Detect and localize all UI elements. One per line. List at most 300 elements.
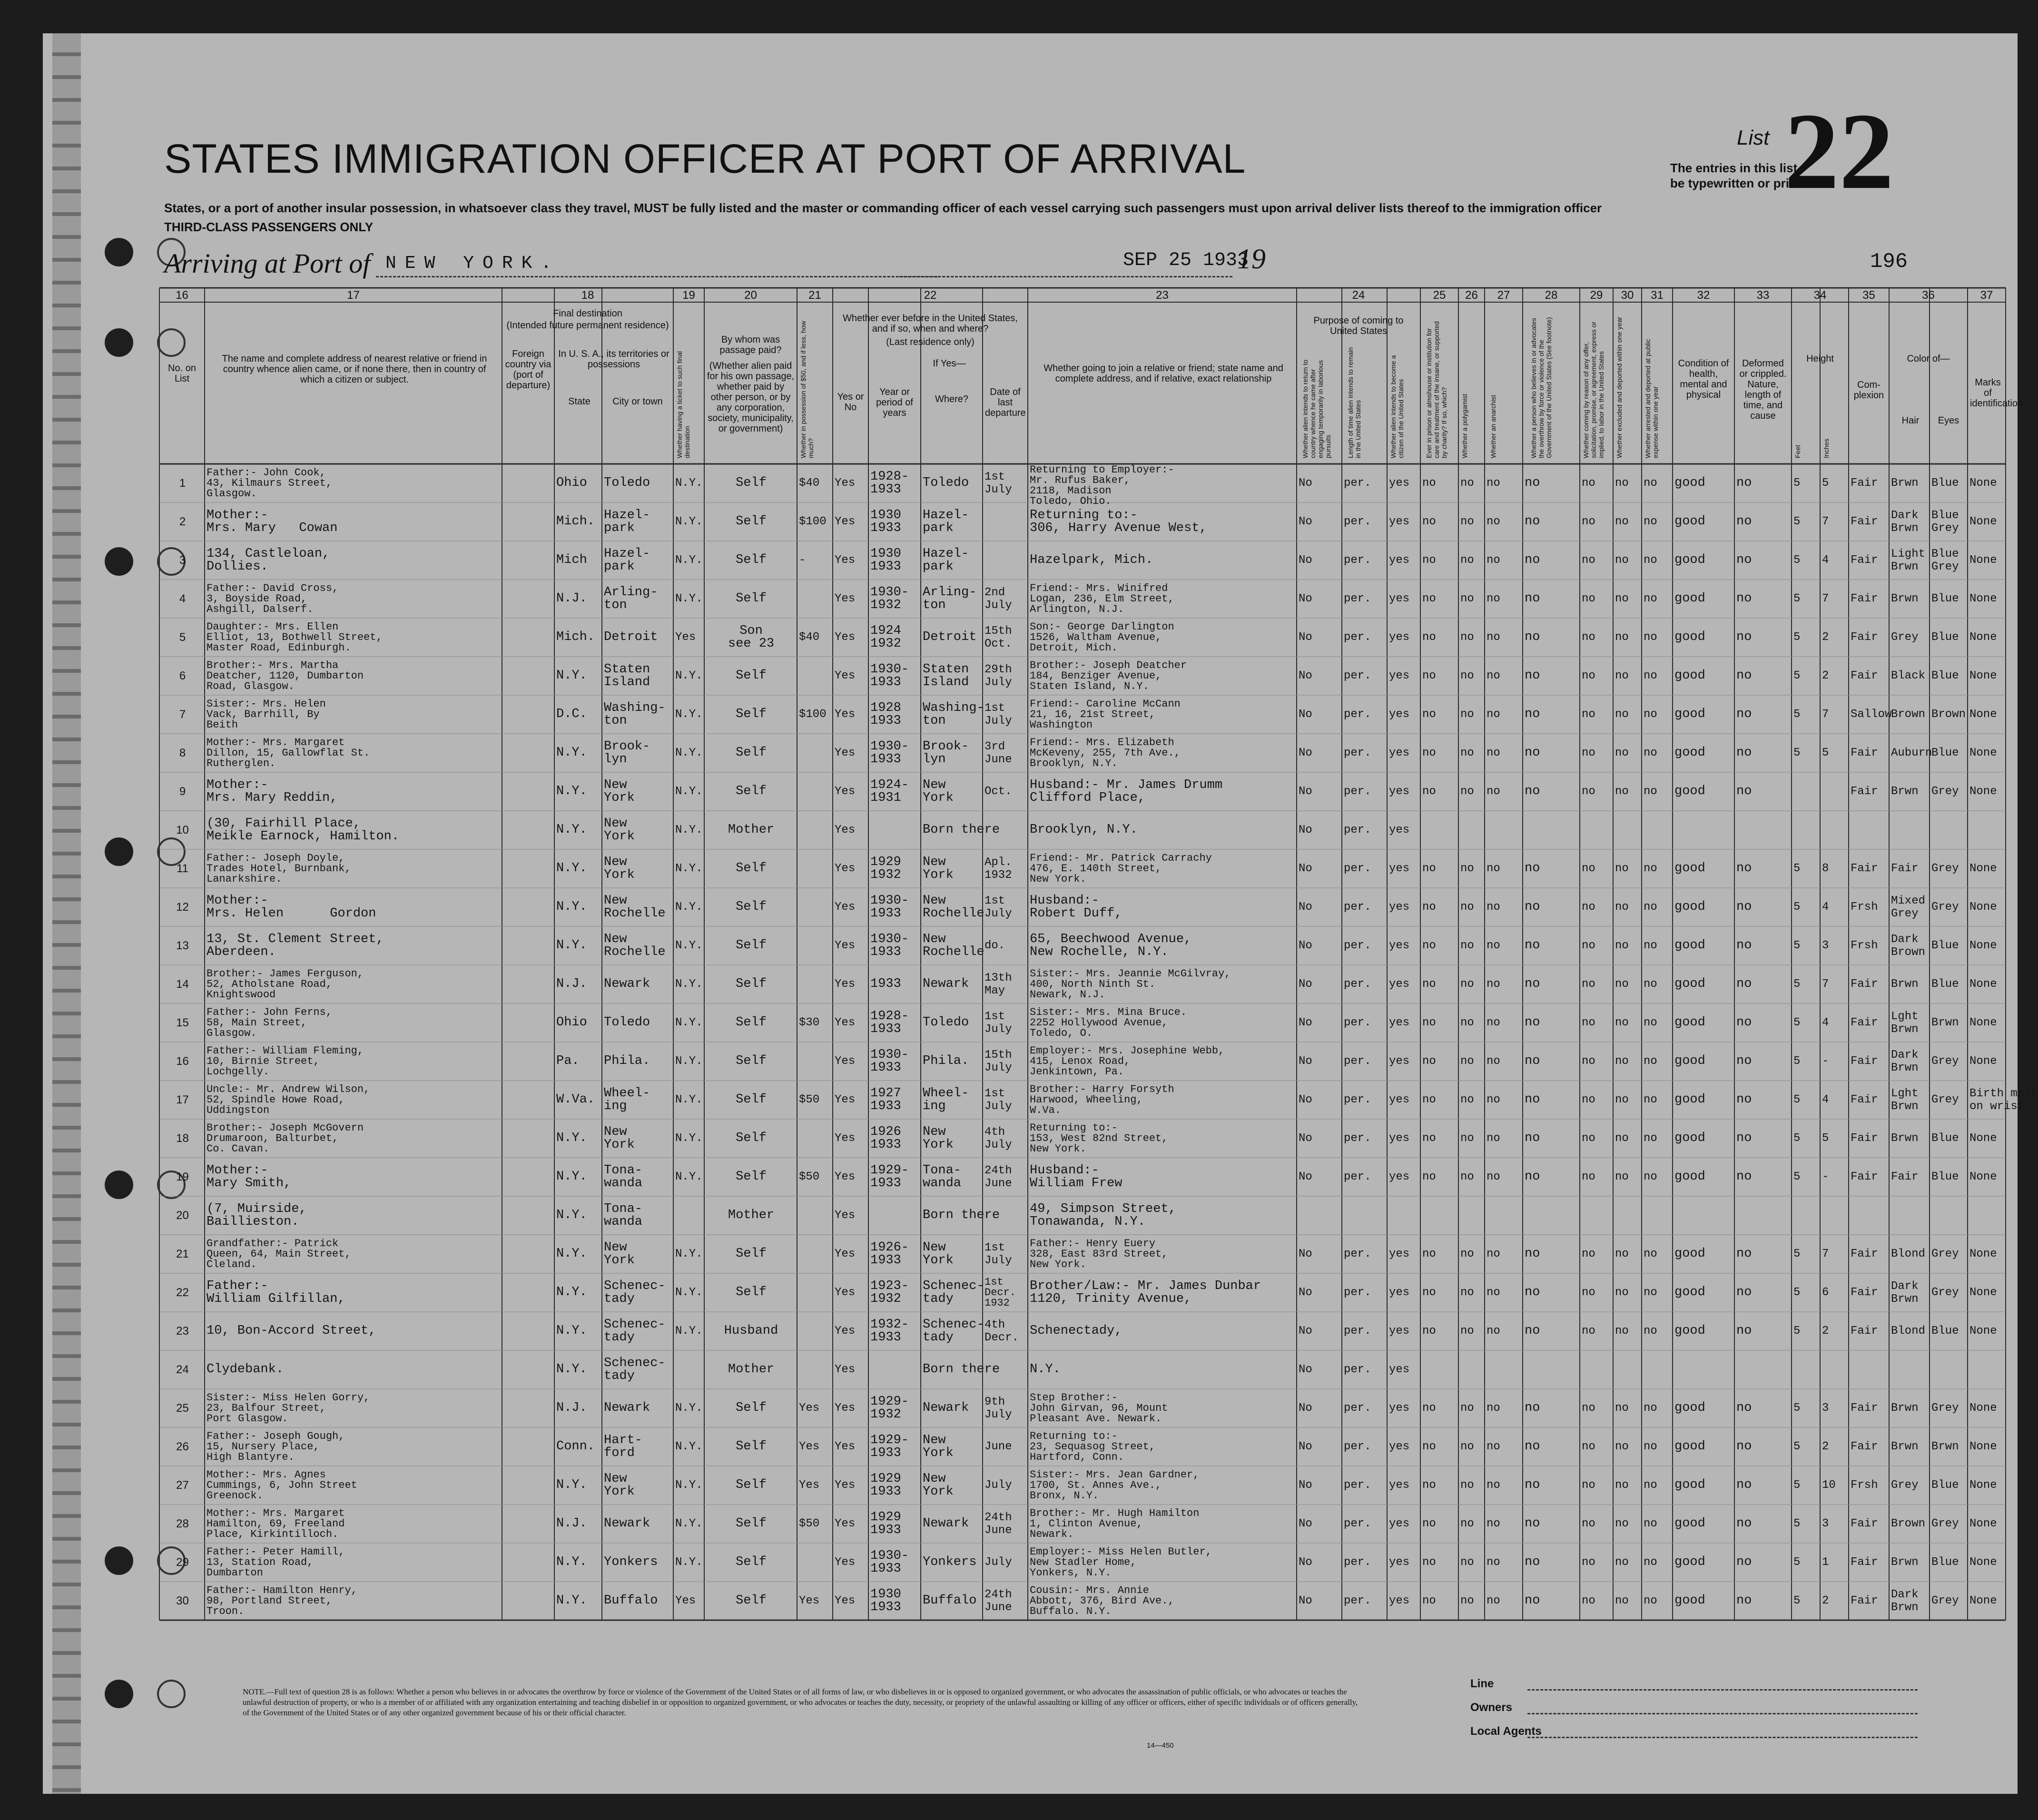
cell-eyes: Blue (1931, 1479, 1959, 1492)
cell-ft: 5 (1793, 1517, 1801, 1530)
cell-c30: no (1615, 1440, 1629, 1453)
cell-health: good (1674, 591, 1705, 606)
form-instructions: States, or a port of another insular possession, in whatsoever class they travel, MUST be fully listed and the master or commanding officer of each vessel carrying such passengers must upon arrival deliver lists thereof to the immigration officer (164, 201, 1602, 215)
cell-period: 1933 (870, 977, 901, 991)
cell-c30: no (1615, 1286, 1629, 1299)
cell-c31: no (1644, 592, 1657, 605)
cell-c24b: per. (1344, 1132, 1371, 1145)
cell-join: Cousin:- Mrs. Annie Abbott, 376, Bird Ave., Buffalo. N.Y. (1030, 1584, 1174, 1617)
cell-c24a: No (1299, 1440, 1312, 1453)
cell-in: 2 (1822, 1440, 1829, 1453)
cell-c28: no (1525, 1516, 1540, 1531)
cell-state: Mich. (556, 630, 595, 644)
cell-date: Oct. (985, 785, 1012, 798)
cell-city: Brook- lyn (604, 739, 650, 767)
cell-ft: 5 (1793, 631, 1801, 644)
cell-state: N.Y. (556, 1324, 587, 1338)
passenger-table (159, 288, 2038, 1632)
cell-ft: 5 (1793, 477, 1801, 490)
cell-where: Newark (923, 1516, 969, 1531)
cell-paid: Self (736, 746, 767, 760)
cell-def: no (1736, 476, 1752, 490)
cell-marks: None (1969, 1479, 1997, 1492)
cell-c24a: No (1299, 631, 1312, 644)
cell-c25: no (1422, 1055, 1436, 1068)
cell-c27: no (1487, 1479, 1500, 1492)
cell-c30: no (1615, 785, 1629, 798)
cell-ticket: N.Y. (675, 1093, 703, 1106)
cell-in: 5 (1822, 1132, 1829, 1145)
owners-label: Owners (1470, 1701, 1513, 1714)
cell-ticket: N.Y. (675, 1016, 703, 1029)
cell-c26: no (1460, 1479, 1474, 1492)
cell-c29: no (1582, 669, 1595, 682)
cell-comp: Frsh (1851, 901, 1878, 914)
cell-health: good (1674, 1015, 1705, 1030)
cell-money: $40 (799, 631, 820, 644)
cell-rel: Mother:- Mrs. Agnes Cummings, 6, John Street Greenock. (207, 1469, 357, 1502)
cell-c29: no (1582, 1132, 1595, 1145)
cell-c29: no (1582, 477, 1595, 490)
cell-c24a: No (1299, 1517, 1312, 1530)
cell-ft: 5 (1793, 1594, 1801, 1607)
passenger-row (159, 888, 2006, 926)
cell-c29: no (1582, 1325, 1595, 1338)
cell-city: Newark (604, 977, 650, 991)
cell-state: N.Y. (556, 1247, 587, 1261)
cell-where: Buffalo (923, 1594, 977, 1608)
cell-c24b: per. (1344, 1517, 1371, 1530)
list-number: 22 (1784, 90, 1894, 212)
cell-paid: Mother (728, 823, 775, 837)
cell-date: 1st July (985, 1241, 1012, 1267)
header-c28: Whether a person who believes in or advocates the overthrow by force or violence of the Government of the United States (See footnote) (1530, 317, 1553, 458)
cell-c28: no (1525, 514, 1540, 529)
cell-paid: Husband (724, 1324, 778, 1338)
cell-c28: no (1525, 900, 1540, 914)
cell-health: good (1674, 1285, 1705, 1299)
cell-no: 6 (179, 669, 186, 682)
cell-c28: no (1525, 591, 1540, 606)
header-health: Condition of health, mental and physical (1678, 358, 1729, 400)
cell-in: 7 (1822, 515, 1829, 528)
passenger-row (159, 1042, 2006, 1081)
cell-hair: Brwn (1891, 1440, 1919, 1453)
column-number: 25 (1433, 289, 1446, 302)
cell-paid: Self (736, 1478, 767, 1492)
cell-c24a: No (1299, 1286, 1312, 1299)
cell-paid: Self (736, 1555, 767, 1569)
cell-marks: None (1969, 1016, 1997, 1029)
cell-city: Schenec- tady (604, 1356, 666, 1383)
header-in-usa: In U. S. A., its territories or possessions (558, 349, 669, 370)
header-final-destination-note: (Intended future permanent residence) (506, 320, 669, 331)
cell-c25: no (1422, 901, 1436, 914)
passenger-row (159, 965, 2006, 1003)
cell-c24b: per. (1344, 1479, 1371, 1492)
cell-join: Brother:- Joseph Deatcher 184, Benziger Avenue, Staten Island, N.Y. (1030, 659, 1187, 692)
cell-ft: 5 (1793, 1248, 1801, 1260)
cell-rel: Mother:- Mrs. Margaret Dillon, 15, Gallowflat St. Rutherglen. (207, 737, 370, 769)
cell-c31: no (1644, 901, 1657, 914)
cell-rel: Mother:- Mrs. Mary Reddin, (207, 778, 338, 805)
cell-comp: Fair (1851, 862, 1878, 875)
cell-yn: Yes (835, 1016, 856, 1029)
cell-marks: None (1969, 1402, 1997, 1415)
cell-c31: no (1644, 1286, 1657, 1299)
cell-yn: Yes (835, 1479, 856, 1492)
cell-c27: no (1487, 708, 1500, 721)
cell-c29: no (1582, 1440, 1595, 1453)
cell-c24b: per. (1344, 1055, 1371, 1068)
cell-period: 1932- 1933 (870, 1318, 909, 1345)
cell-city: Schenec- tady (604, 1279, 666, 1306)
cell-c24b: per. (1344, 747, 1371, 759)
cell-c25: no (1422, 862, 1436, 875)
cell-ft: 5 (1793, 1055, 1801, 1068)
cell-comp: Fair (1851, 1093, 1878, 1106)
cell-period: 1923- 1932 (870, 1279, 909, 1306)
cell-marks: None (1969, 1440, 1997, 1453)
cell-city: Hazel- park (604, 508, 650, 535)
cell-c24a: No (1299, 554, 1312, 567)
cell-ticket: N.Y. (675, 669, 703, 682)
cell-state: N.Y. (556, 1594, 587, 1608)
cell-eyes: Brwn (1931, 1440, 1959, 1453)
cell-c24a: No (1299, 785, 1312, 798)
header-c24b: Length of time alien intends to remain in the United States (1347, 347, 1362, 458)
local-agents-field (1527, 1737, 1918, 1738)
cell-hair: Dark Brwn (1891, 1588, 1919, 1614)
cell-c24c: yes (1389, 554, 1410, 567)
cell-join: Hazelpark, Mich. (1030, 553, 1153, 567)
cell-city: Toledo (604, 1015, 650, 1030)
cell-c30: no (1615, 669, 1629, 682)
cell-c30: no (1615, 1479, 1629, 1492)
cell-ticket: N.Y. (675, 554, 703, 567)
cell-where: Born there (923, 1362, 1000, 1377)
line-label: Line (1470, 1677, 1494, 1690)
cell-in: - (1822, 1055, 1829, 1068)
cell-c24b: per. (1344, 515, 1371, 528)
cell-c24c: yes (1389, 708, 1410, 721)
cell-c27: no (1487, 785, 1500, 798)
cell-c24b: per. (1344, 1556, 1371, 1569)
column-number: 16 (176, 289, 188, 302)
cell-ft: 5 (1793, 901, 1801, 914)
cell-c24a: No (1299, 862, 1312, 875)
cell-c25: no (1422, 1479, 1436, 1492)
cell-c24c: yes (1389, 1055, 1410, 1068)
cell-marks: None (1969, 1286, 1997, 1299)
column-number: 18 (581, 289, 594, 302)
cell-city: New York (604, 1472, 635, 1499)
cell-in: 6 (1822, 1286, 1829, 1299)
cell-c24a: No (1299, 1325, 1312, 1338)
header-state: State (568, 396, 591, 407)
cell-c27: no (1487, 1016, 1500, 1029)
cell-c24c: yes (1389, 1016, 1410, 1029)
cell-comp: Fair (1851, 477, 1878, 490)
cell-c25: no (1422, 785, 1436, 798)
year-suffix: 19 (1237, 243, 1266, 275)
cell-where: Toledo (923, 1015, 969, 1030)
cell-c24b: per. (1344, 708, 1371, 721)
cell-c31: no (1644, 708, 1657, 721)
cell-no: 4 (179, 592, 186, 605)
cell-no: 3 (179, 554, 186, 567)
cell-hair: Brwn (1891, 477, 1919, 490)
cell-c25: no (1422, 477, 1436, 490)
cell-marks: None (1969, 785, 1997, 798)
cell-c26: no (1460, 1248, 1474, 1260)
cell-yn: Yes (835, 824, 856, 836)
cell-health: good (1674, 1439, 1705, 1454)
cell-state: N.Y. (556, 1208, 587, 1222)
cell-where: Wheel- ing (923, 1086, 969, 1113)
cell-c24c: yes (1389, 1248, 1410, 1260)
cell-date: July (985, 1479, 1012, 1492)
passenger-row (159, 1582, 2006, 1620)
cell-comp: Frsh (1851, 939, 1878, 952)
cell-yn: Yes (835, 785, 856, 798)
cell-ft: 5 (1793, 669, 1801, 682)
cell-eyes: Grey (1931, 785, 1959, 798)
cell-period: 1930 1933 (870, 547, 901, 574)
cell-c29: no (1582, 1286, 1595, 1299)
cell-def: no (1736, 861, 1752, 876)
cell-c24a: No (1299, 1248, 1312, 1260)
cell-period: 1930- 1933 (870, 662, 909, 689)
cell-c29: no (1582, 747, 1595, 759)
cell-eyes: Blue (1931, 1325, 1959, 1338)
cell-def: no (1736, 1439, 1752, 1454)
cell-rel: Uncle:- Mr. Andrew Wilson, 52, Spindle Howe Road, Uddingston (207, 1083, 370, 1116)
passenger-row (159, 772, 2006, 811)
cell-c28: no (1525, 669, 1540, 683)
cell-c24c: yes (1389, 978, 1410, 991)
cell-c24c: yes (1389, 785, 1410, 798)
cell-rel: 134, Castleloan, Dollies. (207, 547, 330, 574)
cell-hair: Dark Brwn (1891, 1049, 1919, 1074)
cell-rel: 13, St. Clement Street, Aberdeen. (207, 932, 384, 959)
cell-c24a: No (1299, 1479, 1312, 1492)
cell-c27: no (1487, 554, 1500, 567)
cell-state: N.Y. (556, 746, 587, 760)
cell-paid: Self (736, 707, 767, 721)
cell-city: New Rochelle (604, 894, 666, 921)
cell-health: good (1674, 977, 1705, 991)
cell-join: Friend:- Caroline McCann 21, 16, 21st Street, Washington (1030, 698, 1181, 731)
cell-comp: Fair (1851, 515, 1878, 528)
cell-comp: Frsh (1851, 1479, 1878, 1492)
cell-c27: no (1487, 669, 1500, 682)
cell-paid: Self (736, 1401, 767, 1415)
cell-c24a: No (1299, 592, 1312, 605)
cell-city: Hart- ford (604, 1433, 643, 1460)
cell-c28: no (1525, 746, 1540, 760)
cell-c24b: per. (1344, 477, 1371, 490)
cell-c25: no (1422, 592, 1436, 605)
cell-state: N.Y. (556, 669, 587, 683)
cell-period: 1930- 1933 (870, 739, 909, 767)
cell-no: 23 (176, 1325, 189, 1338)
cell-state: N.Y. (556, 1170, 587, 1184)
cell-paid: Self (736, 861, 767, 876)
cell-rel: Father:- William Gilfillan, (207, 1279, 345, 1306)
cell-hair: Dark Brown (1891, 933, 1926, 959)
cell-c31: no (1644, 1556, 1657, 1569)
cell-c24c: yes (1389, 1093, 1410, 1106)
cell-ticket: N.Y. (675, 708, 703, 721)
cell-join: Brother:- Harry Forsyth Harwood, Wheeling, W.Va. (1030, 1083, 1174, 1116)
cell-ticket: N.Y. (675, 1132, 703, 1145)
cell-c26: no (1460, 1016, 1474, 1029)
header-paid-by-note: (Whether alien paid for his own passage, whether paid by other person, or by any corporation, society, municipality, or government) (707, 361, 795, 434)
cell-yn: Yes (835, 747, 856, 759)
cell-eyes: Grey (1931, 1248, 1959, 1260)
cell-c24a: No (1299, 901, 1312, 914)
form-content (43, 33, 2038, 1794)
cell-in: 4 (1822, 1016, 1829, 1029)
passenger-row (159, 1505, 2006, 1543)
cell-eyes: Blue (1931, 747, 1959, 759)
cell-ft: 5 (1793, 1132, 1801, 1145)
header-marks: Marks of identification (1970, 377, 2023, 409)
passenger-row (159, 1003, 2006, 1042)
cell-in: 5 (1822, 747, 1829, 759)
cell-ft: 5 (1793, 1440, 1801, 1453)
cell-state: N.Y. (556, 1362, 587, 1377)
header-c31: Whether arrested and deported at public expense within one year (1644, 339, 1659, 458)
cell-comp: Fair (1851, 1517, 1878, 1530)
cell-c26: no (1460, 592, 1474, 605)
cell-ft: 5 (1793, 708, 1801, 721)
cell-def: no (1736, 514, 1752, 529)
cell-no: 18 (176, 1132, 189, 1145)
cell-comp: Fair (1851, 554, 1878, 567)
cell-c28: no (1525, 630, 1540, 644)
cell-def: no (1736, 784, 1752, 798)
cell-c24b: per. (1344, 1286, 1371, 1299)
cell-c29: no (1582, 1479, 1595, 1492)
cell-ticket: N.Y. (675, 862, 703, 875)
cell-c26: no (1460, 1325, 1474, 1338)
cell-date: 4th July (985, 1126, 1012, 1151)
cell-c28: no (1525, 1439, 1540, 1454)
cell-c27: no (1487, 1132, 1500, 1145)
cell-hair: Light Brwn (1891, 548, 1926, 573)
cell-comp: Fair (1851, 669, 1878, 682)
cell-def: no (1736, 746, 1752, 760)
cell-in: 3 (1822, 1517, 1829, 1530)
cell-def: no (1736, 1555, 1752, 1569)
column-number: 33 (1756, 289, 1770, 302)
cell-c30: no (1615, 901, 1629, 914)
cell-rel: Sister:- Mrs. Helen Vack, Barrhill, By Beith (207, 698, 326, 731)
cell-state: N.Y. (556, 1478, 587, 1492)
cell-yn: Yes (835, 554, 856, 567)
cell-paid: Self (736, 553, 767, 567)
cell-money: Yes (799, 1440, 820, 1453)
cell-yn: Yes (835, 1055, 856, 1068)
cell-c29: no (1582, 1016, 1595, 1029)
header-c25: Ever in prison or almshouse or institution for care and treatment of the insane, or supported by charity? If so, which? (1425, 321, 1448, 458)
cell-c30: no (1615, 939, 1629, 952)
cell-c29: no (1582, 862, 1595, 875)
cell-paid: Self (736, 784, 767, 798)
cell-marks: None (1969, 747, 1997, 759)
cell-c25: no (1422, 1248, 1436, 1260)
cell-eyes: Brwn (1931, 1016, 1959, 1029)
cell-health: good (1674, 1170, 1705, 1184)
cell-state: N.Y. (556, 938, 587, 953)
header-eyes: Eyes (1938, 415, 1959, 426)
cell-c28: no (1525, 1478, 1540, 1492)
passenger-row (159, 1158, 2006, 1196)
cell-paid: Self (736, 1247, 767, 1261)
cell-health: good (1674, 1131, 1705, 1145)
cell-c24b: per. (1344, 939, 1371, 952)
cell-comp: Fair (1851, 1132, 1878, 1145)
cell-c31: no (1644, 939, 1657, 952)
cell-paid: Mother (728, 1362, 775, 1377)
cell-c25: no (1422, 1016, 1436, 1029)
cell-in: 1 (1822, 1556, 1829, 1569)
cell-c24c: yes (1389, 1286, 1410, 1299)
cell-c24c: yes (1389, 1171, 1410, 1183)
cell-health: good (1674, 938, 1705, 953)
cell-c31: no (1644, 1325, 1657, 1338)
cell-ticket: N.Y. (675, 1248, 703, 1260)
cell-no: 26 (176, 1440, 189, 1453)
cell-ticket: N.Y. (675, 978, 703, 991)
cell-c24a: No (1299, 669, 1312, 682)
cell-c24a: No (1299, 1055, 1312, 1068)
cell-c26: no (1460, 978, 1474, 991)
cell-c29: no (1582, 901, 1595, 914)
cell-yn: Yes (835, 978, 856, 991)
cell-date: 9th July (985, 1396, 1012, 1421)
cell-ticket: N.Y. (675, 824, 703, 836)
cell-c24b: per. (1344, 862, 1371, 875)
cell-money: $40 (799, 477, 820, 490)
cell-marks: None (1969, 477, 1997, 490)
cell-def: no (1736, 1324, 1752, 1338)
cell-c24b: per. (1344, 592, 1371, 605)
cell-c25: no (1422, 1440, 1436, 1453)
cell-ft: 5 (1793, 978, 1801, 991)
cell-where: Washing- ton (923, 701, 985, 728)
cell-c28: no (1525, 476, 1540, 490)
passenger-row (159, 811, 2006, 849)
cell-c27: no (1487, 477, 1500, 490)
cell-c28: no (1525, 1054, 1540, 1068)
cell-c24c: yes (1389, 1440, 1410, 1453)
cell-rel: Clydebank. (207, 1362, 284, 1377)
cell-c31: no (1644, 1517, 1657, 1530)
cell-comp: Fair (1851, 1248, 1878, 1260)
cell-eyes: Blue (1931, 669, 1959, 682)
cell-city: Phila. (604, 1054, 650, 1068)
cell-health: good (1674, 861, 1705, 876)
cell-c24b: per. (1344, 1363, 1371, 1376)
cell-c30: no (1615, 631, 1629, 644)
cell-ticket: N.Y. (675, 747, 703, 759)
local-agents-label: Local Agents (1470, 1725, 1542, 1738)
cell-paid: Self (736, 476, 767, 490)
header-deformed: Deformed or crippled. Nature, length of time, and cause (1739, 358, 1787, 421)
